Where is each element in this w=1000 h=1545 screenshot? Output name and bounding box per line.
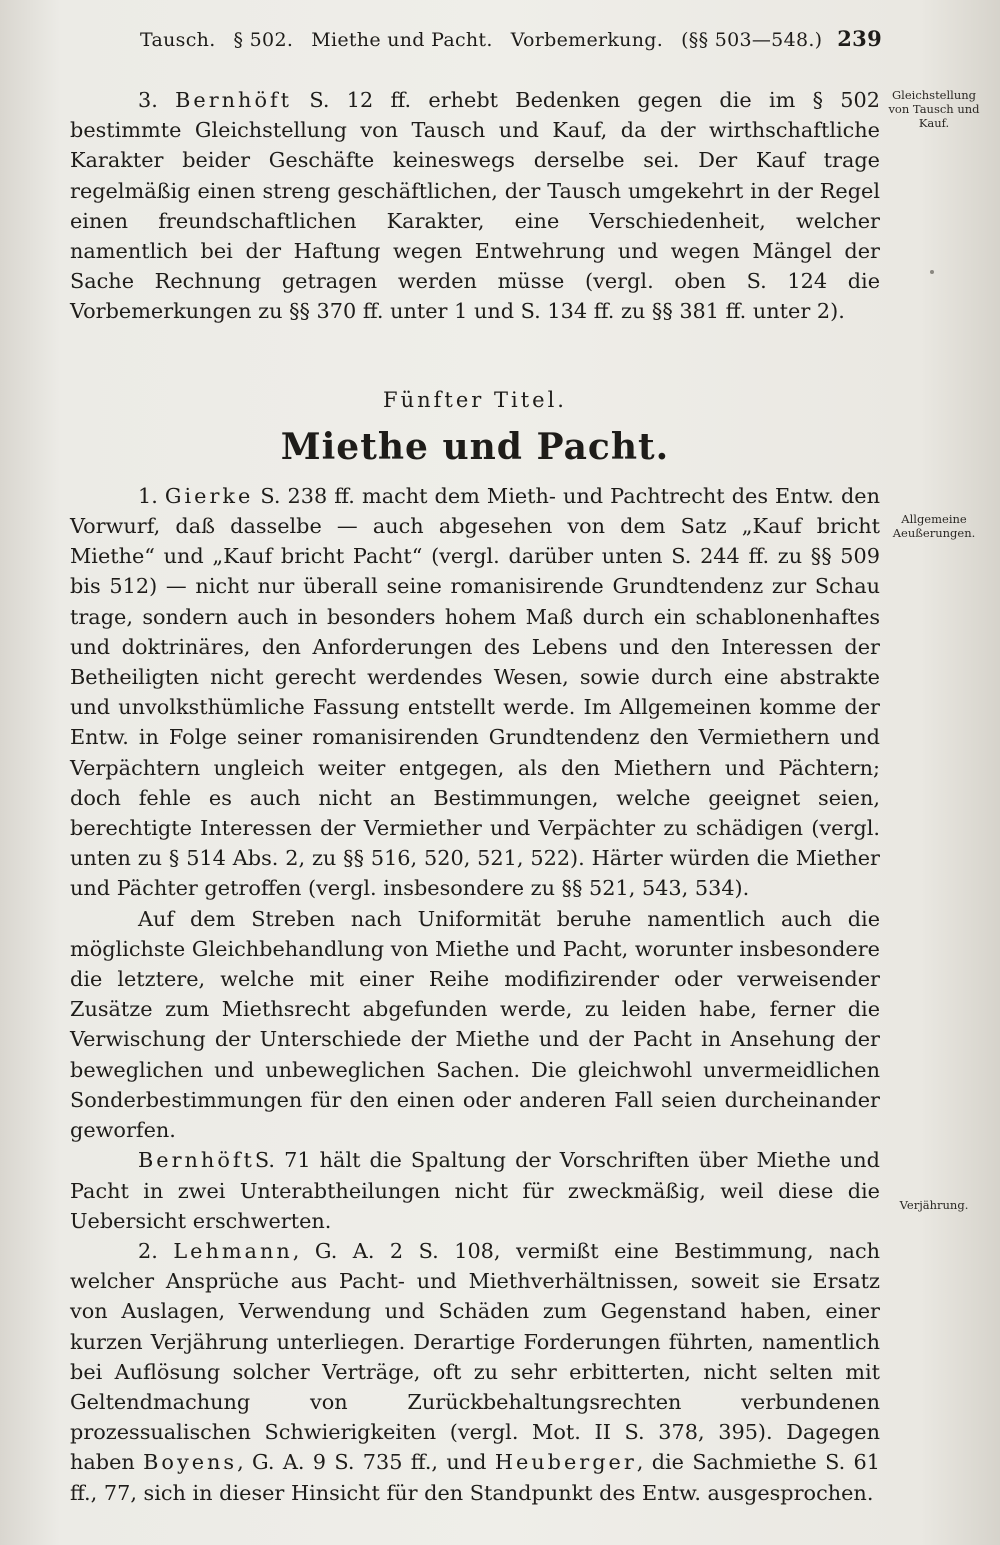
paragraph-text: S. 238 ff. macht dem Mieth- und Pachtrecht des Entw. den Vorwurf, daß dasselbe — auch abgesehen von dem Satz „Kauf bricht Miethe“ und „Kauf bricht Pacht“ (vergl. darüber unten S. 244 ff. zu §§ 509 bis 512) — nicht nur überall seine romanisirende Grundtendenz zur Schau trage, sondern auch in besonders hohem Maß durch ein schablonenhaftes und doktrinäres, den Anforderungen des Lebens und den Interessen der Betheiligten nicht gerecht werdendes Wesen, sowie durch eine abstrakte und unvolksthümliche Fassung entstellt werde. Im Allgemeinen komme der Entw. in Folge seiner romanisirenden Grundtendenz den Vermiethern und Verpächtern ungleich weiter entgegen, als den Miethern und Pächtern; doch fehle es auch nicht an Bestimmungen, welche geeignet seien, berechtigte Interessen der Vermiether und Verpächter zu schädigen (vergl. unten zu § 514 Abs. 2, zu §§ 516, 520, 521, 522). Härter würden die Miether und Pächter getroffen (vergl. insbesondere zu §§ 521, 543, 534). xyxy=(70,483,880,901)
margin-note-gleichstellung: Gleichstellung von Tausch und Kauf. xyxy=(888,88,980,130)
running-head-item: (§§ 503—548.) xyxy=(681,29,823,51)
paragraph-number: 1. xyxy=(138,483,158,508)
running-head-left xyxy=(140,29,822,51)
margin-note-allgemeine: Allgemeine Aeußerungen. xyxy=(892,512,976,540)
running-head-item: Vorbemerkung. xyxy=(510,29,664,51)
titel-heading: Miethe und Pacht. xyxy=(280,425,670,468)
paragraph-3 xyxy=(70,85,880,327)
running-head-item: Tausch. xyxy=(140,29,216,51)
paragraph-text: S. 71 hält die Spaltung der Vorschriften über Miethe und Pacht in zwei Unterabtheilungen nicht für zweckmäßig, weil diese die Uebersicht erschwerten. xyxy=(70,1148,880,1233)
bleed-through-mark xyxy=(884,160,984,240)
author-name: Boyens xyxy=(143,1450,238,1475)
running-head xyxy=(140,26,882,51)
paragraph-text: , die Sachmiethe S. 61 ff., 77, sich in dieser Hinsicht für den Standpunkt des Entw. ausgesprochen. xyxy=(70,1450,880,1505)
paragraph-number: 3. xyxy=(138,88,158,112)
author-name: Bernhöft xyxy=(138,1148,255,1173)
author-name: Heuberger xyxy=(494,1450,637,1475)
running-head-item: § 502. xyxy=(233,29,294,51)
author-name: Lehmann xyxy=(173,1238,293,1263)
author-name: Gierke xyxy=(164,483,254,508)
paragraph-1b: Auf dem Streben nach Uniformität beruhe namentlich auch die möglichste Gleichbehandlung von Miethe und Pacht, worunter insbesondere die letztere, welche mit einer Reihe modifizirender oder verweisender Zusätze zum Miethsrecht abgefunden werde, zu leiden habe, ferner die Verwischung der Unterschiede der Miethe und der Pacht in Ansehung der beweglichen und unbeweglichen Sachen. Die gleichwohl unvermeidlichen Sonderbestimmungen für den einen oder anderen Fall seien durcheinander geworfen. xyxy=(70,906,880,1143)
paragraph-1 xyxy=(70,481,880,904)
paragraph-1c xyxy=(70,1145,880,1236)
paragraph-number: 2. xyxy=(138,1238,158,1263)
paragraph-text: S. 12 ff. erhebt Bedenken gegen die im § 502 bestimmte Gleichstellung von Tausch und Kauf, da der wirthschaftliche Karakter beider Geschäfte keineswegs derselbe sei. Der Kauf trage regelmäßig einen streng geschäftlichen, der Tausch umgekehrt in der Regel einen freundschaftlichen Karakter, eine Verschiedenheit, welcher namentlich bei der Haftung wegen Entwehrung und wegen Mängel der Sache Rechnung getragen werden müsse (vergl. oben S. 124 die Vorbemerkungen zu §§ 370 ff. unter 1 und S. 134 ff. zu §§ 381 ff. unter 2). xyxy=(70,88,880,324)
margin-note-verjaehrung: Verjährung. xyxy=(899,1198,969,1212)
paragraph-2 xyxy=(70,1236,880,1508)
running-head-item: Miethe und Pacht. xyxy=(311,29,493,51)
page-body xyxy=(70,85,880,1508)
titel-number: Fünfter Titel. xyxy=(383,387,567,412)
paper-speck xyxy=(930,270,934,274)
paragraph-text: , G. A. 9 S. 735 ff., und xyxy=(237,1450,487,1475)
paragraph-text: , G. A. 2 S. 108, vermißt eine Bestimmung, nach welcher Ansprüche aus Pacht- und Miethverhältnissen, soweit sie Ersatz von Auslagen, Verwendung und Schäden zum Gegenstand haben, einer kurzen Verjährung unterliegen. Derartige Forderungen führten, namentlich bei Auflösung solcher Verträge, oft zu sehr erbitterten, nicht selten mit Geltendmachung von Zurückbehaltungsrechten verbundenen prozessualischen Schwierigkeiten (vergl. Mot. II S. 378, 395). Dagegen haben xyxy=(70,1238,880,1475)
author-name: Bernhöft xyxy=(175,88,293,112)
page-number: 239 xyxy=(837,26,882,51)
